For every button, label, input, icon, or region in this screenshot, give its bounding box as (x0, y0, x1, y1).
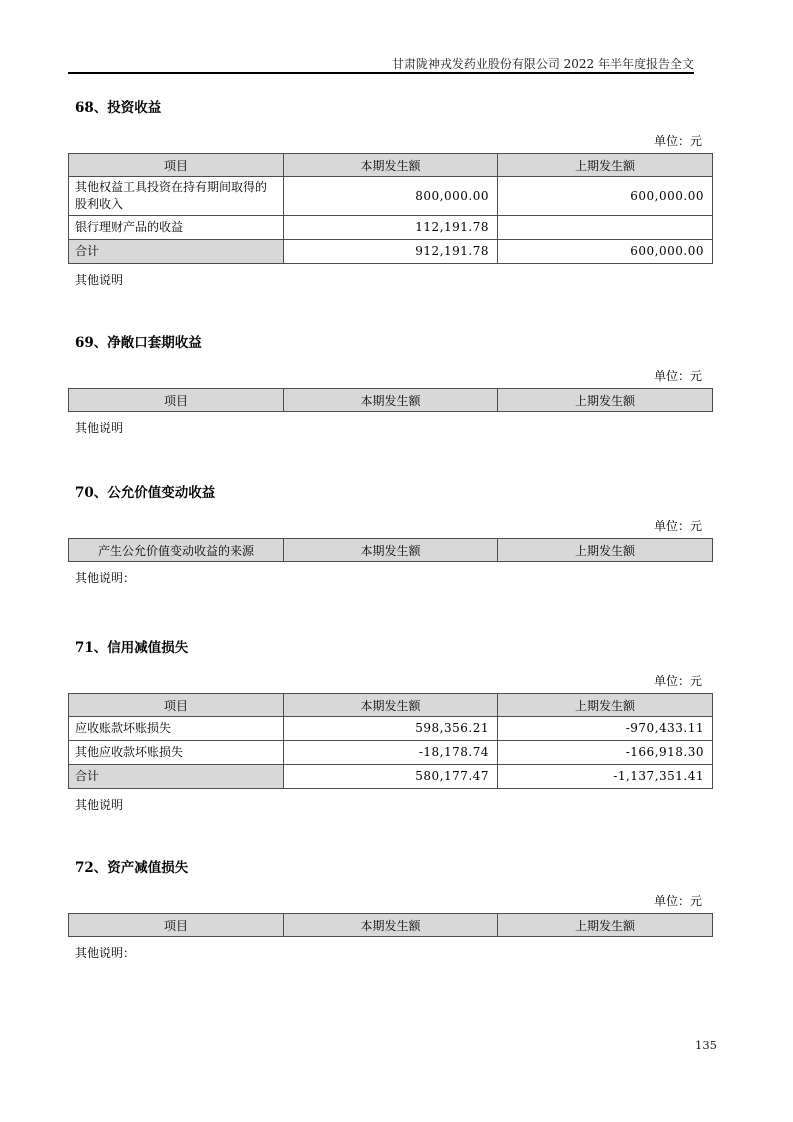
cell-prior: -166,918.30 (498, 741, 713, 765)
table-row (69, 741, 713, 765)
net-exposure-hedging-table (68, 388, 713, 412)
header-cell-current: 本期发生额 (284, 154, 498, 177)
section-68-title: 68、投资收益 (75, 100, 162, 116)
header-cell-prior: 上期发生额 (498, 389, 713, 412)
unit-label: 单位：元 (653, 519, 702, 533)
other-notes-label: 其他说明： (75, 571, 136, 585)
header-cell-prior: 上期发生额 (498, 154, 713, 177)
header-cell-item: 项目 (69, 154, 284, 177)
table-total-row (69, 765, 713, 789)
header-cell-item: 项目 (69, 389, 284, 412)
header-cell-current: 本期发生额 (284, 694, 498, 717)
table-row (69, 216, 713, 240)
header-cell-current: 本期发生额 (284, 539, 498, 562)
other-notes-label: 其他说明： (75, 946, 136, 960)
section-71-title: 71、信用减值损失 (75, 640, 189, 656)
table-row (69, 717, 713, 741)
unit-label: 单位：元 (653, 369, 702, 383)
cell-item: 银行理财产品的收益 (69, 216, 284, 240)
header-cell-current: 本期发生额 (284, 389, 498, 412)
unit-label: 单位：元 (653, 894, 702, 908)
unit-label: 单位：元 (653, 674, 702, 688)
table-header-row (69, 389, 713, 412)
section-70-title: 70、公允价值变动收益 (75, 485, 216, 501)
cell-item: 应收账款坏账损失 (69, 717, 284, 741)
other-notes-label: 其他说明 (75, 798, 124, 812)
section-69-title: 69、净敞口套期收益 (75, 335, 202, 351)
cell-item: 其他应收款坏账损失 (69, 741, 284, 765)
header-cell-prior: 上期发生额 (498, 539, 713, 562)
cell-prior: -970,433.11 (498, 717, 713, 741)
cell-current: 912,191.78 (284, 240, 498, 264)
header-cell-current: 本期发生额 (284, 914, 498, 937)
cell-prior: -1,137,351.41 (498, 765, 713, 789)
cell-item: 合计 (69, 765, 284, 789)
cell-current: 800,000.00 (284, 177, 498, 216)
asset-impairment-loss-table (68, 913, 713, 937)
page-content (68, 0, 712, 960)
header-divider (68, 72, 694, 74)
cell-current: 598,356.21 (284, 717, 498, 741)
header-cell-prior: 上期发生额 (498, 694, 713, 717)
table-header-row (69, 694, 713, 717)
header-cell-source: 产生公允价值变动收益的来源 (69, 539, 284, 562)
cell-prior: 600,000.00 (498, 240, 713, 264)
cell-prior (498, 216, 713, 240)
table-total-row (69, 240, 713, 264)
header-cell-prior: 上期发生额 (498, 914, 713, 937)
report-header-title: 甘肃陇神戎发药业股份有限公司 2022 年半年度报告全文 (391, 57, 694, 71)
cell-current: 112,191.78 (284, 216, 498, 240)
header-cell-item: 项目 (69, 914, 284, 937)
cell-item: 其他权益工具投资在持有期间取得的股利收入 (69, 177, 284, 216)
table-header-row (69, 914, 713, 937)
table-header-row (69, 539, 713, 562)
other-notes-label: 其他说明 (75, 273, 124, 287)
cell-current: -18,178.74 (284, 741, 498, 765)
table-header-row (69, 154, 713, 177)
fair-value-change-table (68, 538, 713, 562)
credit-impairment-loss-table (68, 693, 713, 789)
cell-item: 合计 (69, 240, 284, 264)
table-row (69, 177, 713, 216)
header-cell-item: 项目 (69, 694, 284, 717)
cell-current: 580,177.47 (284, 765, 498, 789)
page-number: 135 (695, 1038, 717, 1052)
other-notes-label: 其他说明 (75, 421, 124, 435)
section-72-title: 72、资产减值损失 (75, 860, 189, 876)
investment-income-table (68, 153, 713, 264)
unit-label: 单位：元 (653, 134, 702, 148)
cell-prior: 600,000.00 (498, 177, 713, 216)
